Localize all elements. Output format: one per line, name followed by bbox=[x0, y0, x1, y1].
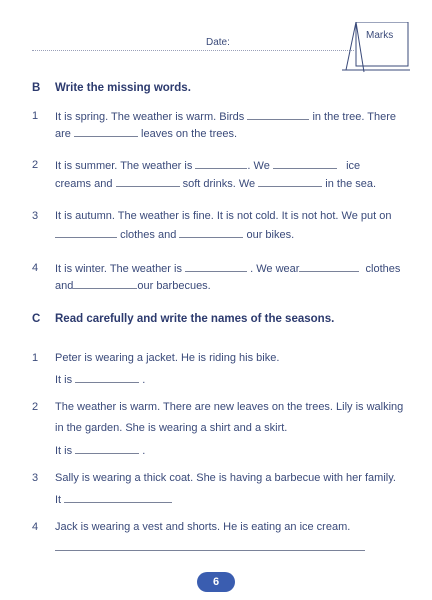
b2-text-b: . We bbox=[247, 160, 270, 172]
b2-number: 2 bbox=[32, 159, 39, 171]
b3-text-c: our bikes. bbox=[246, 229, 295, 241]
b2-text-f: in the sea. bbox=[325, 178, 377, 190]
c1-text-a: It is bbox=[55, 374, 73, 386]
c2-text-a: It is bbox=[55, 445, 73, 457]
c2-line2: in the garden. She is wearing a shirt and a skirt. bbox=[55, 422, 288, 434]
b4-text-b: . We wear bbox=[250, 263, 300, 275]
b4-number: 4 bbox=[32, 262, 39, 274]
b2-line2 bbox=[55, 177, 376, 190]
c3-number: 3 bbox=[32, 472, 39, 484]
b3-blank-1[interactable] bbox=[55, 228, 117, 238]
b4-blank-2[interactable] bbox=[299, 262, 359, 272]
marks-label: Marks bbox=[366, 30, 394, 41]
b1-text-d: leaves on the trees. bbox=[141, 128, 238, 140]
b1-blank-1[interactable] bbox=[247, 110, 309, 120]
b4-line1 bbox=[55, 262, 400, 275]
c4-line1: Jack is wearing a vest and shorts. He is eating an ice cream. bbox=[55, 521, 351, 533]
b2-text-e: soft drinks. We bbox=[182, 178, 256, 190]
b2-line1 bbox=[55, 159, 360, 172]
b4-blank-3[interactable] bbox=[73, 279, 137, 289]
c1-blank[interactable] bbox=[75, 373, 139, 383]
b4-blank-1[interactable] bbox=[185, 262, 247, 272]
b2-text-a: It is summer. The weather is bbox=[55, 160, 193, 172]
page-number-badge: 6 bbox=[197, 572, 235, 592]
c3-line1: Sally is wearing a thick coat. She is having a barbecue with her family. bbox=[55, 472, 396, 484]
date-field[interactable] bbox=[32, 50, 354, 51]
b2-blank-4[interactable] bbox=[258, 177, 322, 187]
b3-text-b: clothes and bbox=[120, 229, 177, 241]
b3-number: 3 bbox=[32, 210, 39, 222]
b4-line2 bbox=[55, 279, 211, 292]
b4-text-e: our barbecues. bbox=[137, 280, 211, 292]
c2-blank[interactable] bbox=[75, 444, 139, 454]
section-c-letter: C bbox=[32, 313, 41, 325]
b1-number: 1 bbox=[32, 110, 39, 122]
c1-line2 bbox=[55, 373, 145, 386]
c1-number: 1 bbox=[32, 352, 39, 364]
c2-text-b: . bbox=[142, 445, 146, 457]
b3-line2 bbox=[55, 228, 294, 241]
section-c-title: Read carefully and write the names of the seasons. bbox=[55, 313, 335, 325]
b4-text-a: It is winter. The weather is bbox=[55, 263, 182, 275]
c3-line2 bbox=[55, 493, 172, 506]
c2-line1: The weather is warm. There are new leaves on the trees. Lily is walking bbox=[55, 401, 404, 413]
c1-line1: Peter is wearing a jacket. He is riding his bike. bbox=[55, 352, 280, 364]
b4-text-c: clothes bbox=[365, 263, 401, 275]
b2-blank-2[interactable] bbox=[273, 159, 337, 169]
c4-number: 4 bbox=[32, 521, 39, 533]
b2-text-d: creams and bbox=[55, 178, 113, 190]
b2-blank-1[interactable] bbox=[195, 159, 247, 169]
c4-answer-line[interactable] bbox=[55, 550, 365, 551]
date-label: Date: bbox=[206, 37, 230, 48]
section-b-title: Write the missing words. bbox=[55, 82, 191, 94]
b1-line1 bbox=[55, 110, 396, 123]
b2-text-c: ice bbox=[346, 160, 361, 172]
c2-line3 bbox=[55, 444, 145, 457]
c1-text-b: . bbox=[142, 374, 146, 386]
b1-text-c: are bbox=[55, 128, 71, 140]
b4-text-d: and bbox=[55, 280, 74, 292]
section-b-letter: B bbox=[32, 82, 41, 94]
c3-blank[interactable] bbox=[64, 493, 172, 503]
b1-blank-2[interactable] bbox=[74, 127, 138, 137]
b3-line1: It is autumn. The weather is fine. It is not cold. It is not hot. We put on bbox=[55, 210, 392, 222]
b3-blank-2[interactable] bbox=[179, 228, 243, 238]
b1-text-a: It is spring. The weather is warm. Birds bbox=[55, 111, 245, 123]
c2-number: 2 bbox=[32, 401, 39, 413]
b1-line2 bbox=[55, 127, 237, 140]
b1-text-b: in the tree. There bbox=[312, 111, 397, 123]
c3-text-a: It bbox=[55, 494, 62, 506]
b2-blank-3[interactable] bbox=[116, 177, 180, 187]
